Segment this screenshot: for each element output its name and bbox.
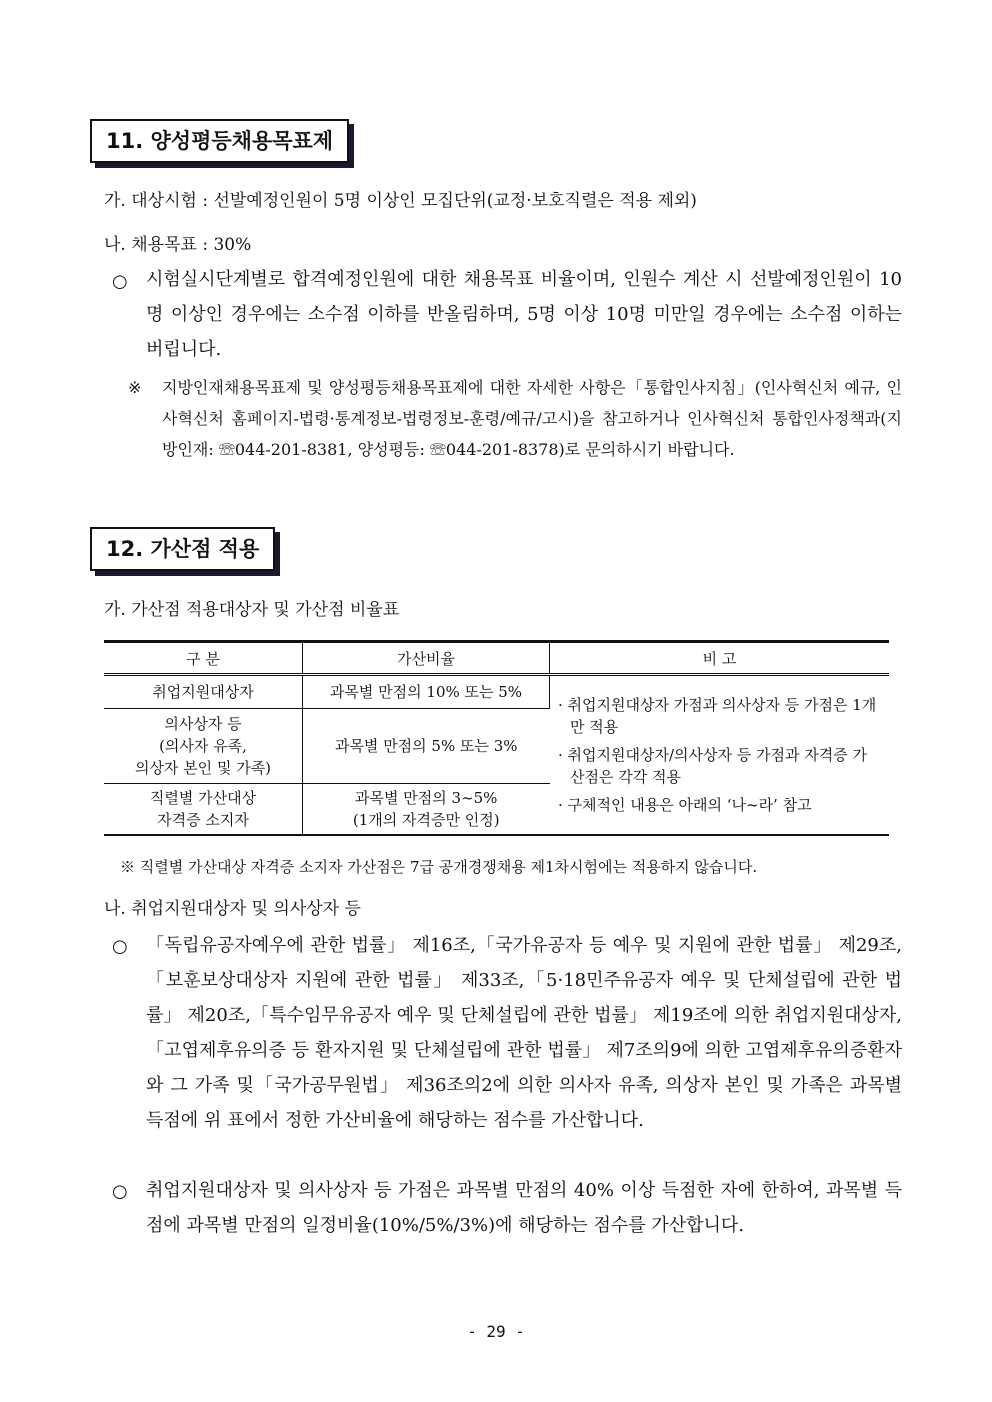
section-11-heading: [90, 119, 349, 163]
reference-mark-icon: ※: [128, 378, 142, 397]
table-cell-ratio: 과목별 만점의 10% 또는 5%: [303, 675, 550, 709]
table-header-ratio: 가산비율: [303, 642, 550, 675]
sec11-note: 지방인재채용목표제 및 양성평등채용목표제에 대한 자세한 사항은「통합인사지침」(인사혁신처 예규, 인사혁신처 홈페이지-법령·통계정보-법령정보-훈령/예규/고시)을 참고하거나 인사혁신처 통합인사정책과(지방인재: ☏044-201-8381, 양성평등: ☏044-201-8378)로 문의하시기 바랍니다.: [162, 378, 902, 459]
sec11-item-ga: 가. 대상시험 : 선발예정인원이 5명 이상인 모집단위(교정·보호직렬은 적용 제외): [104, 191, 697, 211]
table-cell-ratio: 과목별 만점의 5% 또는 3%: [303, 709, 550, 784]
sec11-paragraph: 시험실시단계별로 합격예정인원에 대한 채용목표 비율이며, 인원수 계산 시 선발예정인원이 10명 이상인 경우에는 소수점 이하를 반올림하며, 5명 이상 10명 미만일 경우에는 소수점 이하는 버립니다.: [146, 269, 902, 360]
sec12-paragraph-1: 「독립유공자예우에 관한 법률」 제16조,「국가유공자 등 예우 및 지원에 관한 법률」 제29조,「보훈보상대상자 지원에 관한 법률」 제33조,「5·18민주유공자 예우 및 단체설립에 관한 법률」 제20조,「특수임무유공자 예우 및 단체설립에 관한 법률」 제19조에 의한 취업지원대상자,「고엽제후유의증 등 환자지원 및 단체설립에 관한 법률」 제7조의9에 의한 고엽제후유의증환자와 그 가족 및「국가공무원법」 제36조의2에 의한 의사자 유족, 의상자 본인 및 가족은 과목별 득점에 위 표에서 정한 가산비율에 해당하는 점수를 가산합니다.: [146, 935, 902, 1131]
table-cell-category: 취업지원대상자: [104, 675, 303, 709]
table-footnote: ※ 직렬별 가산대상 자격증 소지자 가산점은 7급 공개경쟁채용 제1차시험에는 적용하지 않습니다.: [120, 858, 758, 876]
circle-bullet-icon: ○: [112, 1181, 128, 1202]
page-number: - 29 -: [467, 1322, 525, 1341]
bonus-points-table: [104, 640, 889, 836]
circle-bullet-icon: ○: [112, 936, 128, 957]
table-header-remarks: 비 고: [550, 642, 890, 675]
section-12-heading: [90, 527, 275, 571]
sec12-item-ga: 가. 가산점 적용대상자 및 가산점 비율표: [104, 600, 400, 620]
table-header-row: [104, 642, 889, 675]
sec12-paragraph-2: 취업지원대상자 및 의사상자 등 가점은 과목별 만점의 40% 이상 득점한 자에 한하여, 과목별 득점에 과목별 만점의 일정비율(10%/5%/3%)에 해당하는 점수를 가산합니다.: [146, 1180, 902, 1236]
remark-item: · 구체적인 내용은 아래의 ‘나~라’ 참고: [558, 796, 812, 814]
sec12-item-na: 나. 취업지원대상자 및 의사상자 등: [104, 899, 361, 919]
section-11-title: 11. 양성평등채용목표제: [106, 129, 334, 153]
table-row: [104, 675, 889, 709]
remark-item: · 취업지원대상자/의사상자 등 가점과 자격증 가산점은 각각 적용: [558, 746, 867, 786]
circle-bullet-icon: ○: [112, 271, 128, 292]
table-cell-remarks: [550, 675, 890, 836]
section-12-title: 12. 가산점 적용: [106, 537, 260, 561]
table-cell-ratio: 과목별 만점의 3~5% (1개의 자격증만 인정): [303, 784, 550, 836]
remark-item: · 취업지원대상자 가점과 의사상자 등 가점은 1개만 적용: [558, 696, 877, 736]
table-header-category: 구 분: [104, 642, 303, 675]
table-cell-category: 직렬별 가산대상 자격증 소지자: [104, 784, 303, 836]
sec11-item-na: 나. 채용목표 : 30%: [104, 235, 252, 255]
table-cell-category: 의사상자 등 (의사자 유족, 의상자 본인 및 가족): [104, 709, 303, 784]
